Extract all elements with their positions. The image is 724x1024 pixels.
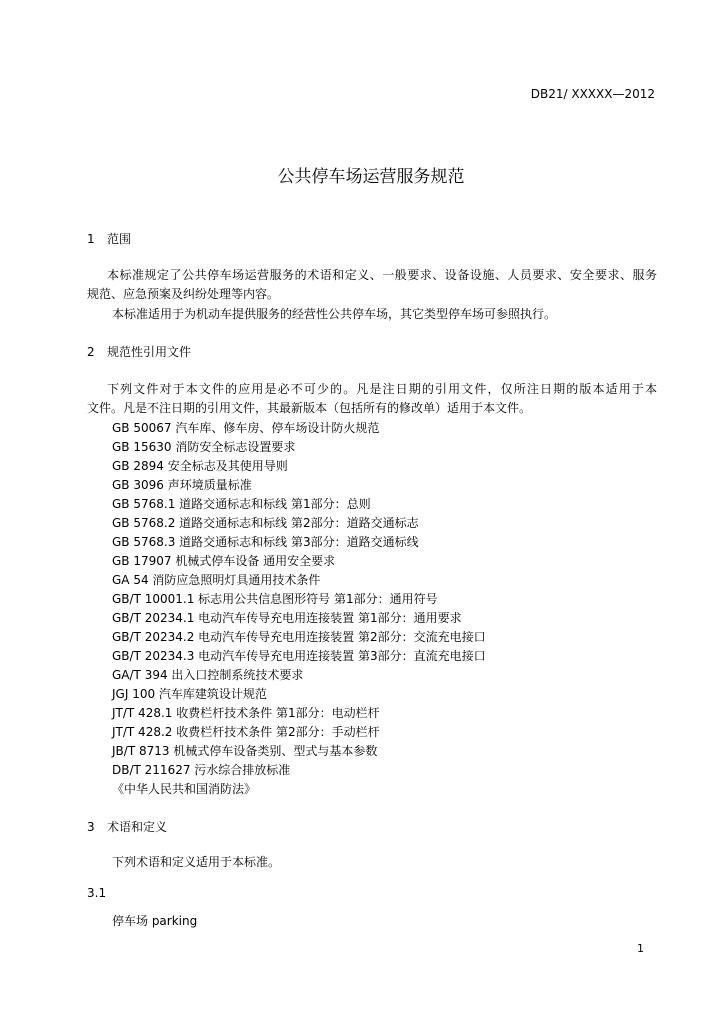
subsection-number: 3.1 xyxy=(87,886,107,900)
references-intro-paragraph xyxy=(87,380,657,418)
reference-item: GB/T 20234.2 电动汽车传导充电用连接装置 第2部分：交流充电接口 xyxy=(112,630,486,644)
references-intro-line-1: 下列文件对于本文件的应用是必不可少的。凡是注日期的引用文件，仅所注日期的版本适用于本 xyxy=(107,382,657,396)
term-parking: 停车场 parking xyxy=(112,914,198,928)
reference-item: GB 3096 声环境质量标准 xyxy=(112,478,252,492)
section-heading-terms xyxy=(87,819,167,835)
page-number: 1 xyxy=(637,942,644,955)
section-title: 规范性引用文件 xyxy=(107,345,192,359)
section-title: 术语和定义 xyxy=(107,820,168,834)
reference-item: GB 5768.3 道路交通标志和标线 第3部分：道路交通标线 xyxy=(112,535,419,549)
reference-item: JB/T 8713 机械式停车设备类别、型式与基本参数 xyxy=(112,744,378,758)
reference-item: GA/T 394 出入口控制系统技术要求 xyxy=(112,668,304,682)
reference-item: JT/T 428.2 收费栏杆技术条件 第2部分：手动栏杆 xyxy=(112,725,380,739)
scope-paragraph-1-line-2: 规范、应急预案及纠纷处理等内容。 xyxy=(87,287,280,301)
reference-item: GB 50067 汽车库、修车房、停车场设计防火规范 xyxy=(112,421,380,435)
reference-item: JT/T 428.1 收费栏杆技术条件 第1部分：电动栏杆 xyxy=(112,706,380,720)
section-heading-normative-references xyxy=(87,344,191,360)
references-intro-line-2: 文件。凡是不注日期的引用文件，其最新版本（包括所有的修改单）适用于本文件。 xyxy=(87,401,532,415)
reference-item: GB 15630 消防安全标志设置要求 xyxy=(112,440,296,454)
section-number: 2 xyxy=(87,345,95,359)
reference-item: GB 5768.1 道路交通标志和标线 第1部分：总则 xyxy=(112,497,371,511)
reference-item: GB/T 20234.1 电动汽车传导充电用连接装置 第1部分：通用要求 xyxy=(112,611,462,625)
reference-item: GB 2894 安全标志及其使用导则 xyxy=(112,459,288,473)
reference-item: JGJ 100 汽车库建筑设计规范 xyxy=(112,687,267,701)
reference-item: DB/T 211627 污水综合排放标准 xyxy=(112,763,291,777)
section-heading-scope xyxy=(87,231,131,247)
reference-item: GB 5768.2 道路交通标志和标线 第2部分：道路交通标志 xyxy=(112,516,419,530)
scope-paragraph-1-line-1: 本标准规定了公共停车场运营服务的术语和定义、一般要求、设备设施、人员要求、安全要求、服务 xyxy=(107,268,657,282)
reference-item: GB/T 10001.1 标志用公共信息图形符号 第1部分：通用符号 xyxy=(112,592,438,606)
reference-item: GB 17907 机械式停车设备 通用安全要求 xyxy=(112,554,336,568)
reference-item: GB/T 20234.3 电动汽车传导充电用连接装置 第3部分：直流充电接口 xyxy=(112,649,486,663)
reference-item: GA 54 消防应急照明灯具通用技术条件 xyxy=(112,573,321,587)
document-title: 公共停车场运营服务规范 xyxy=(277,167,465,187)
reference-item: 《中华人民共和国消防法》 xyxy=(112,782,257,796)
reference-list xyxy=(112,419,486,799)
document-code: DB21/ XXXXX—2012 xyxy=(530,87,655,101)
section-number: 3 xyxy=(87,820,95,834)
section-title: 范围 xyxy=(107,232,132,246)
section-number: 1 xyxy=(87,232,95,246)
terms-intro: 下列术语和定义适用于本标准。 xyxy=(112,855,281,869)
scope-paragraph-2: 本标准适用于为机动车提供服务的经营性公共停车场，其它类型停车场可参照执行。 xyxy=(112,307,557,321)
scope-paragraph-1 xyxy=(87,266,657,304)
